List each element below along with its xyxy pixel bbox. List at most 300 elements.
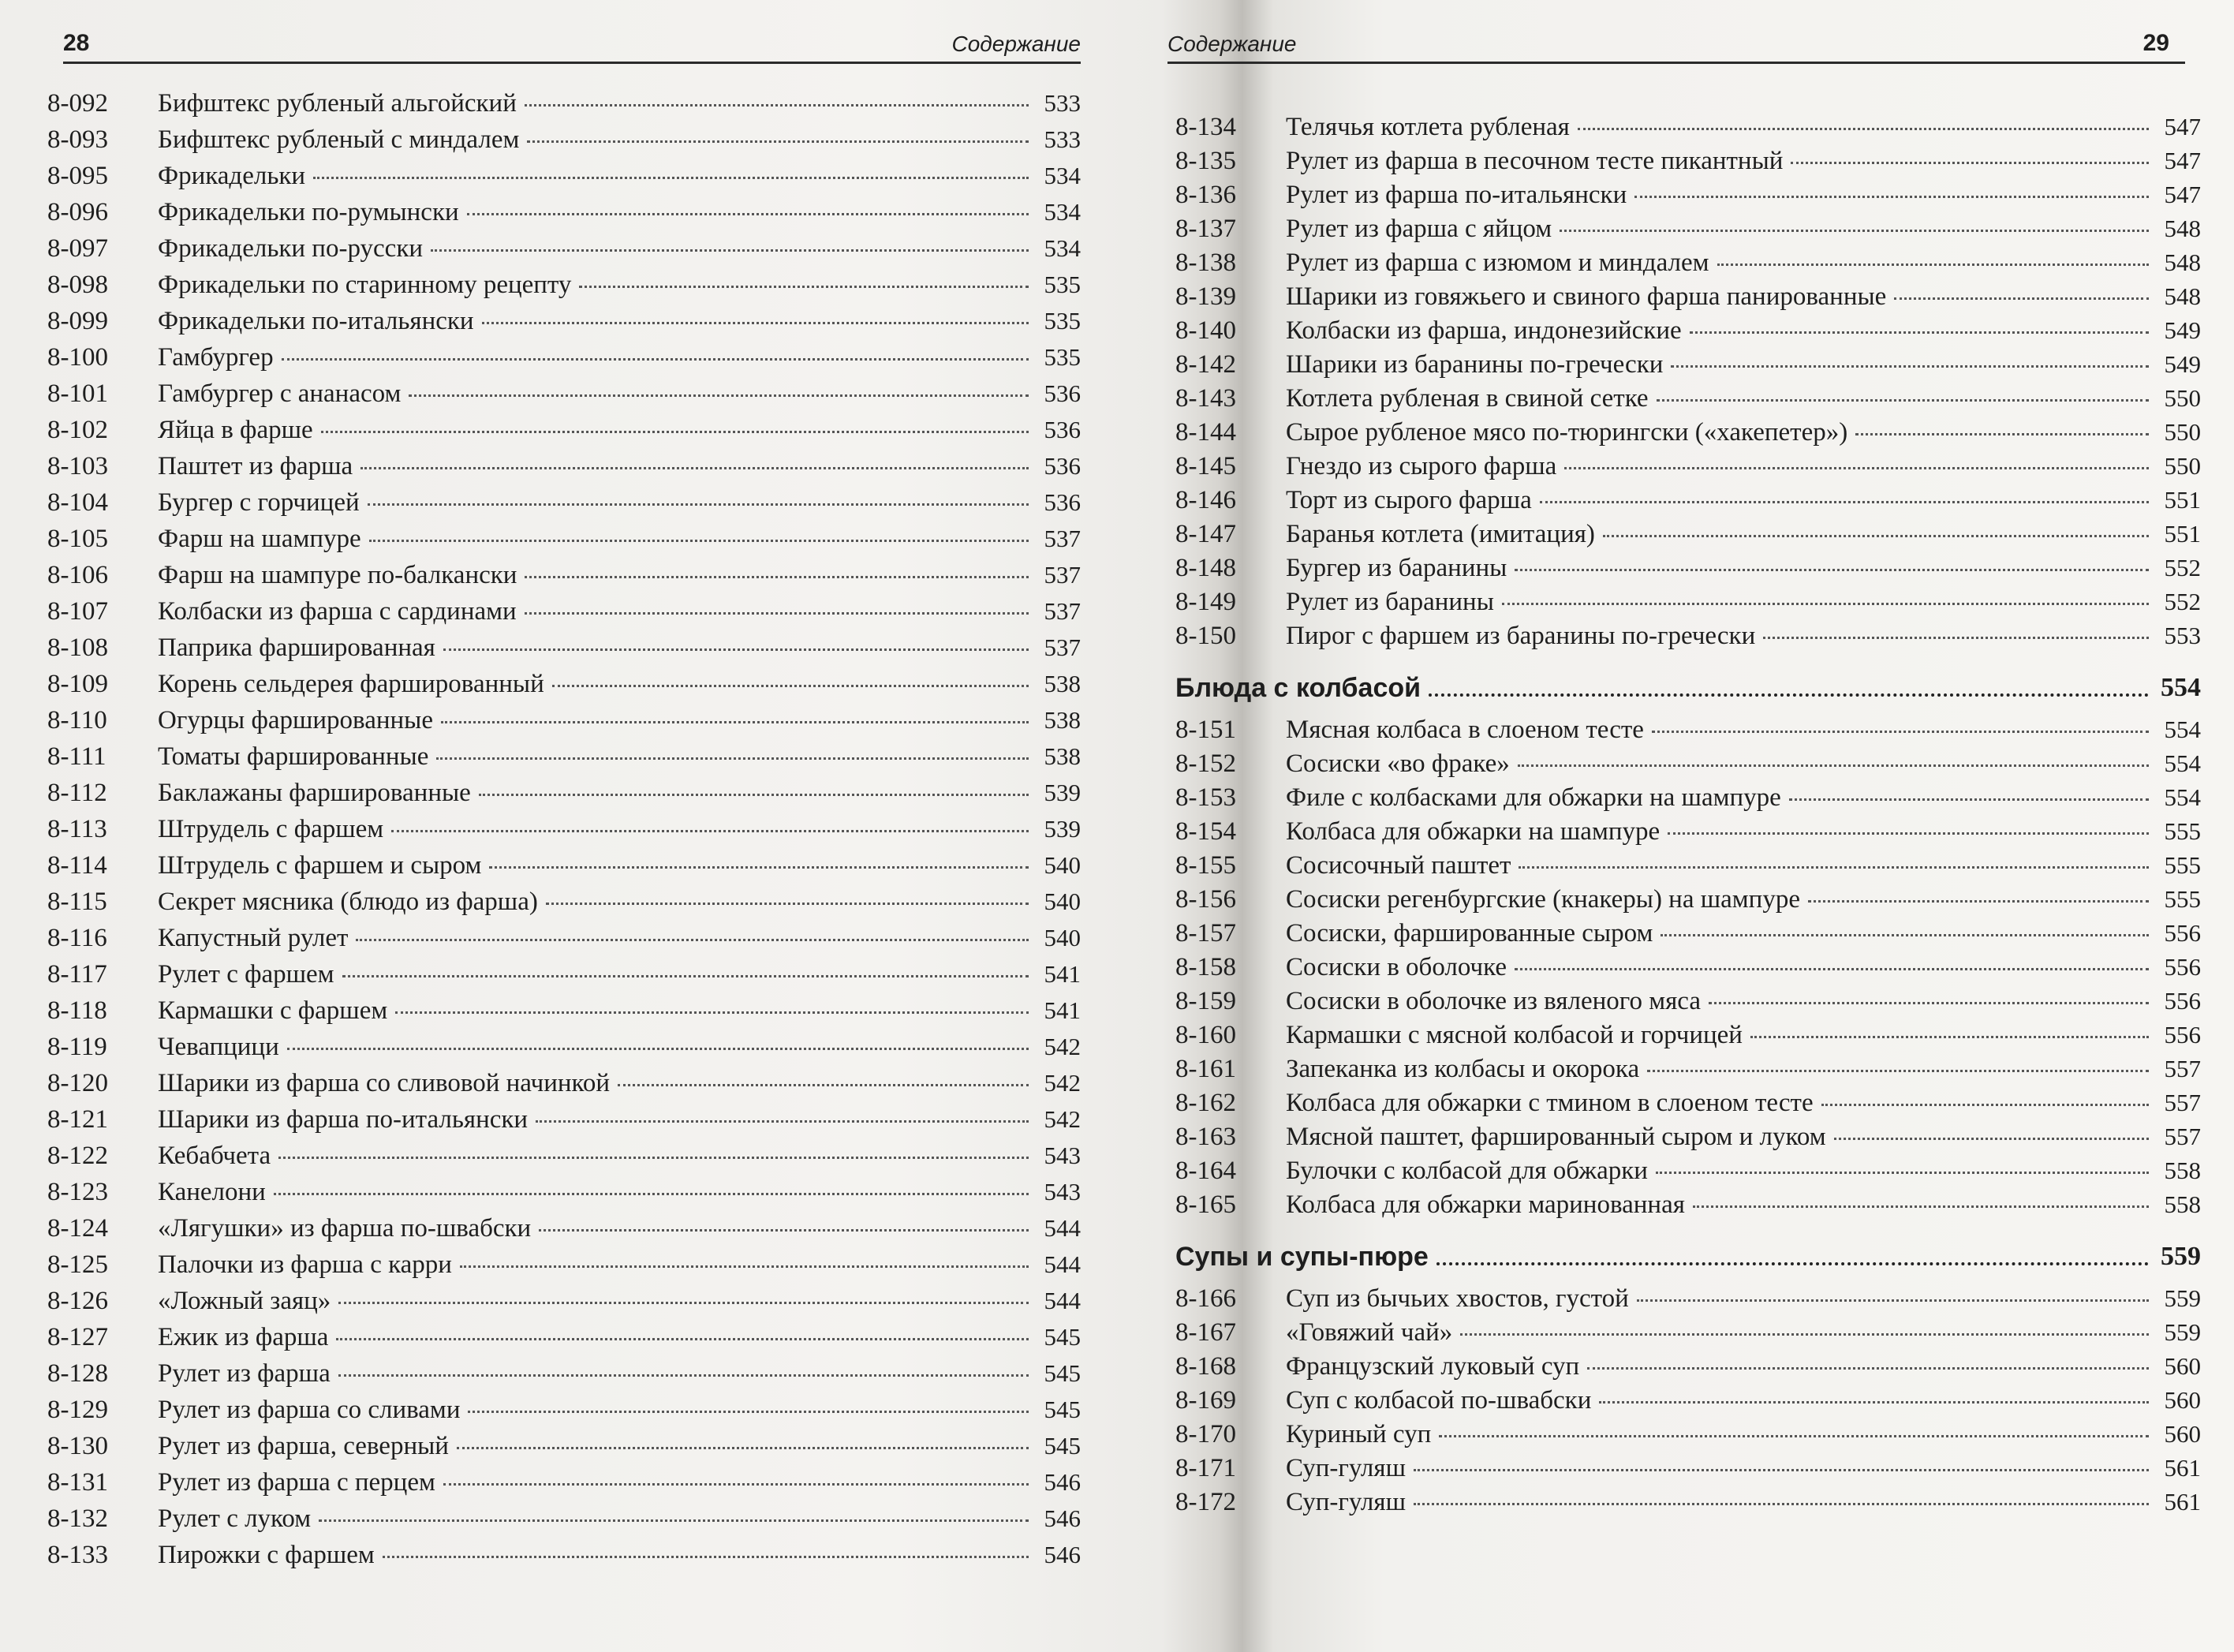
recipe-title: Котлета рубленая в свиной сетке: [1286, 384, 1649, 413]
page-ref: 535: [1044, 343, 1081, 371]
recipe-code: 8-132: [47, 1504, 108, 1533]
recipe-code: 8-156: [1175, 885, 1236, 914]
recipe-title: Бургер с горчицей: [158, 488, 360, 517]
recipe-title: Бифштекс рубленый альгойский: [158, 89, 517, 118]
recipe-code: 8-164: [1175, 1157, 1236, 1185]
recipe-code: 8-104: [47, 488, 108, 517]
toc-entry: [1175, 885, 2201, 919]
page-ref: 536: [1044, 452, 1081, 480]
page-ref: 541: [1044, 996, 1081, 1024]
recipe-title: Рулет из баранины: [1286, 588, 1494, 616]
dot-leader: [1587, 1366, 2149, 1370]
recipe-code: 8-155: [1175, 851, 1236, 880]
page-ref: 548: [2164, 215, 2201, 242]
recipe-title: Штрудель с фаршем: [158, 815, 384, 843]
recipe-title: Капустный рулет: [158, 924, 349, 952]
recipe-code: 8-147: [1175, 520, 1236, 548]
toc-entry: [47, 1504, 1081, 1541]
toc-entry: [1175, 783, 2201, 817]
page-ref: 544: [1044, 1287, 1081, 1314]
page-ref: 545: [1044, 1359, 1081, 1387]
toc-entry: [1175, 749, 2201, 783]
dot-leader: [436, 757, 1029, 760]
recipe-code: 8-108: [47, 634, 108, 662]
page-ref: 547: [2164, 113, 2201, 140]
page-ref: 550: [2164, 418, 2201, 446]
recipe-code: 8-149: [1175, 588, 1236, 616]
recipe-code: 8-125: [47, 1250, 108, 1279]
recipe-code: 8-119: [47, 1033, 107, 1061]
recipe-title: Корень сельдерея фаршированный: [158, 670, 544, 698]
dot-leader: [482, 321, 1029, 324]
toc-entry: [1175, 181, 2201, 215]
dot-leader: [579, 285, 1029, 288]
recipe-code: 8-092: [47, 89, 108, 118]
recipe-code: 8-169: [1175, 1386, 1236, 1415]
recipe-title: Фрикадельки по старинному рецепту: [158, 271, 572, 299]
toc-entry: [47, 888, 1081, 924]
recipe-title: Чевапцици: [158, 1033, 279, 1061]
recipe-title: Бургер из баранины: [1286, 554, 1507, 582]
page-ref: 557: [2164, 1123, 2201, 1150]
page-ref: 538: [1044, 742, 1081, 770]
page-ref: 556: [2164, 919, 2201, 947]
recipe-code: 8-107: [47, 597, 108, 626]
recipe-code: 8-148: [1175, 554, 1236, 582]
recipe-code: 8-129: [47, 1396, 108, 1424]
toc-entry: [47, 670, 1081, 706]
page-ref: 552: [2164, 588, 2201, 615]
dot-leader: [338, 1374, 1029, 1377]
page-ref: 542: [1044, 1069, 1081, 1097]
page-ref: 536: [1044, 379, 1081, 407]
recipe-code: 8-151: [1175, 716, 1236, 744]
recipe-title: Куриный суп: [1286, 1420, 1432, 1448]
toc-entry: [1175, 418, 2201, 452]
dot-leader: [1564, 466, 2149, 469]
recipe-title: Рулет из фарша: [158, 1359, 331, 1388]
recipe-title: Филе с колбасками для обжарки на шампуре: [1286, 783, 1781, 812]
page-ref: 542: [1044, 1033, 1081, 1060]
recipe-title: Сосиски в оболочке: [1286, 953, 1507, 981]
toc-entry: [1175, 1454, 2201, 1488]
page-ref: 547: [2164, 181, 2201, 208]
dot-leader: [383, 1555, 1029, 1558]
dot-leader: [1414, 1502, 2149, 1505]
recipe-code: 8-152: [1175, 749, 1236, 778]
dot-leader: [1634, 195, 2149, 198]
dot-leader: [1603, 534, 2149, 537]
recipe-title: Мясная колбаса в слоеном тесте: [1286, 716, 1644, 744]
dot-leader: [1894, 297, 2149, 300]
recipe-title: Суп-гуляш: [1286, 1454, 1406, 1482]
dot-leader: [1460, 1332, 2149, 1336]
dot-leader: [356, 938, 1029, 941]
dot-leader: [1789, 798, 2149, 801]
page-ref: 546: [1044, 1468, 1081, 1496]
toc-entry: [47, 779, 1081, 815]
page-number-left: 28: [63, 30, 90, 56]
recipe-title: Фарш на шампуре: [158, 525, 361, 553]
section-title: Супы и супы-пюре: [1175, 1241, 1429, 1272]
recipe-title: Сосисочный паштет: [1286, 851, 1511, 880]
dot-leader: [361, 466, 1029, 469]
dot-leader: [1519, 865, 2149, 869]
toc-entry: [1175, 486, 2201, 520]
dot-leader: [1414, 1468, 2149, 1471]
toc-entry: [1175, 1318, 2201, 1352]
recipe-code: 8-172: [1175, 1488, 1236, 1516]
dot-leader: [1656, 1171, 2149, 1174]
dot-leader: [546, 902, 1029, 905]
recipe-code: 8-100: [47, 343, 108, 372]
recipe-code: 8-163: [1175, 1123, 1236, 1151]
recipe-code: 8-124: [47, 1214, 108, 1243]
dot-leader: [1671, 364, 2149, 368]
recipe-title: Огурцы фаршированные: [158, 706, 433, 734]
recipe-title: Колбаски из фарша, индонезийские: [1286, 316, 1682, 345]
toc-entry: [47, 1432, 1081, 1468]
page-ref: 548: [2164, 282, 2201, 310]
dot-leader: [1717, 263, 2149, 266]
dot-leader: [525, 611, 1029, 615]
toc-group-soups: [1175, 1284, 2201, 1522]
page-ref: 545: [1044, 1396, 1081, 1423]
page-ref: 554: [2164, 783, 2201, 811]
dot-leader: [460, 1265, 1029, 1268]
page-ref: 544: [1044, 1250, 1081, 1278]
recipe-title: Сосиски регенбургские (кнакеры) на шампуре: [1286, 885, 1800, 914]
dot-leader: [313, 176, 1029, 179]
recipe-title: Суп с колбасой по-швабски: [1286, 1386, 1592, 1415]
page-ref: 538: [1044, 670, 1081, 697]
toc-entry: [1175, 1157, 2201, 1190]
recipe-title: Рулет с луком: [158, 1504, 312, 1533]
recipe-code: 8-098: [47, 271, 108, 299]
recipe-title: Сосиски в оболочке из вяленого мяса: [1286, 987, 1702, 1015]
page-ref: 559: [2164, 1284, 2201, 1312]
recipe-code: 8-113: [47, 815, 107, 843]
recipe-code: 8-133: [47, 1541, 108, 1569]
recipe-code: 8-170: [1175, 1420, 1236, 1448]
page-ref: 534: [1044, 162, 1081, 189]
toc-entry: [1175, 953, 2201, 987]
recipe-title: Баранья котлета (имитация): [1286, 520, 1595, 548]
page-ref: 541: [1044, 960, 1081, 988]
recipe-title: Булочки с колбасой для обжарки: [1286, 1157, 1648, 1185]
recipe-code: 8-106: [47, 561, 108, 589]
toc-entry: [47, 416, 1081, 452]
page-ref: 536: [1044, 488, 1081, 516]
toc-entry: [47, 634, 1081, 670]
recipe-code: 8-168: [1175, 1352, 1236, 1381]
toc-entry: [47, 452, 1081, 488]
recipe-code: 8-128: [47, 1359, 108, 1388]
page-ref: 554: [2164, 749, 2201, 777]
toc-group-sausage: [1175, 716, 2201, 1224]
recipe-code: 8-101: [47, 379, 108, 408]
page-ref: 539: [1044, 815, 1081, 843]
toc-entry: [47, 1069, 1081, 1105]
recipe-title: Гнездо из сырого фарша: [1286, 452, 1557, 480]
recipe-code: 8-139: [1175, 282, 1236, 311]
dot-leader: [1855, 432, 2149, 435]
page-ref: 535: [1044, 307, 1081, 335]
recipe-code: 8-144: [1175, 418, 1236, 447]
recipe-code: 8-157: [1175, 919, 1236, 947]
toc-entry: [47, 1359, 1081, 1396]
recipe-code: 8-093: [47, 125, 108, 154]
toc-entry: [1175, 716, 2201, 749]
recipe-code: 8-138: [1175, 249, 1236, 277]
page-ref: 535: [1044, 271, 1081, 298]
dot-leader: [274, 1192, 1029, 1195]
recipe-title: Баклажаны фаршированные: [158, 779, 471, 807]
page-ref: 546: [1044, 1504, 1081, 1532]
toc-entry: [47, 960, 1081, 996]
page-ref: 543: [1044, 1178, 1081, 1205]
toc-entry: [47, 1396, 1081, 1432]
recipe-code: 8-154: [1175, 817, 1236, 846]
recipe-title: Суп-гуляш: [1286, 1488, 1406, 1516]
recipe-code: 8-099: [47, 307, 108, 335]
page-ref: 561: [2164, 1454, 2201, 1482]
recipe-code: 8-145: [1175, 452, 1236, 480]
dot-leader: [467, 212, 1029, 215]
toc-entry: [47, 1323, 1081, 1359]
recipe-code: 8-095: [47, 162, 108, 190]
recipe-code: 8-136: [1175, 181, 1236, 209]
recipe-code: 8-142: [1175, 350, 1236, 379]
recipe-code: 8-118: [47, 996, 107, 1025]
dot-leader: [1515, 568, 2149, 571]
page-ref: 557: [2164, 1055, 2201, 1082]
page-ref: 539: [1044, 779, 1081, 806]
recipe-title: «Лягушки» из фарша по-швабски: [158, 1214, 532, 1243]
recipe-code: 8-110: [47, 706, 107, 734]
recipe-title: Бифштекс рубленый с миндалем: [158, 125, 520, 154]
page-number-right: 29: [2142, 30, 2169, 56]
recipe-code: 8-120: [47, 1069, 108, 1097]
toc-entry: [47, 1142, 1081, 1178]
dot-leader: [618, 1083, 1029, 1086]
page-ref: 558: [2164, 1157, 2201, 1184]
recipe-title: Гамбургер с ананасом: [158, 379, 402, 408]
page-ref: 537: [1044, 525, 1081, 552]
page-ref: 556: [2164, 953, 2201, 981]
recipe-title: Колбаски из фарша с сардинами: [158, 597, 517, 626]
recipe-code: 8-161: [1175, 1055, 1236, 1083]
dot-leader: [536, 1119, 1029, 1123]
recipe-code: 8-096: [47, 198, 108, 226]
toc-entry: [47, 198, 1081, 234]
page-ref: 551: [2164, 520, 2201, 548]
toc-entry: [1175, 452, 2201, 486]
dot-leader: [1763, 636, 2149, 639]
dot-leader: [1515, 967, 2149, 970]
dot-leader: [468, 1410, 1029, 1413]
toc-entry: [1175, 588, 2201, 622]
dot-leader: [1540, 500, 2149, 503]
toc-entry: [1175, 622, 2201, 656]
dot-leader: [1808, 899, 2149, 903]
page-ref: 545: [1044, 1432, 1081, 1460]
toc-entry: [47, 379, 1081, 416]
toc-entry: [1175, 1284, 2201, 1318]
page-ref: 540: [1044, 924, 1081, 951]
running-head-right: [1167, 14, 2185, 64]
dot-leader: [338, 1301, 1029, 1304]
recipe-title: Колбаса для обжарки на шампуре: [1286, 817, 1661, 846]
recipe-title: Пирог с фаршем из баранины по-гречески: [1286, 622, 1756, 650]
page-ref: 550: [2164, 452, 2201, 480]
recipe-title: Сырое рубленое мясо по-тюрингски («хакепетер»): [1286, 418, 1848, 447]
page-ref: 546: [1044, 1541, 1081, 1568]
page-ref: 537: [1044, 561, 1081, 589]
dot-leader: [431, 249, 1029, 252]
page-ref: 553: [2164, 622, 2201, 649]
toc-entry: [1175, 1386, 2201, 1420]
page-ref: 543: [1044, 1142, 1081, 1169]
recipe-title: Палочки из фарша с карри: [158, 1250, 452, 1279]
recipe-title: Фрикадельки по-русски: [158, 234, 424, 263]
toc-entry: [47, 89, 1081, 125]
dot-leader: [1834, 1137, 2149, 1140]
page-ref: 556: [2164, 987, 2201, 1015]
dot-leader: [1429, 693, 2149, 697]
toc-entry: [1175, 817, 2201, 851]
recipe-code: 8-102: [47, 416, 108, 444]
recipe-title: Гамбургер: [158, 343, 274, 372]
toc-entry: [47, 1250, 1081, 1287]
dot-leader: [342, 974, 1029, 977]
toc-list-right: [1175, 113, 2201, 1522]
toc-group-minced: [1175, 113, 2201, 656]
recipe-title: «Ложный заяц»: [158, 1287, 331, 1315]
dot-leader: [441, 720, 1029, 723]
page-ref: 536: [1044, 416, 1081, 443]
recipe-title: Фрикадельки по-румынски: [158, 198, 459, 226]
recipe-title: Кармашки с мясной колбасой и горчицей: [1286, 1021, 1743, 1049]
dot-leader: [278, 1156, 1029, 1159]
recipe-code: 8-166: [1175, 1284, 1236, 1313]
page-ref: 559: [2164, 1318, 2201, 1346]
toc-entry: [47, 271, 1081, 307]
dot-leader: [1578, 127, 2149, 130]
dot-leader: [1690, 331, 2149, 334]
toc-entry: [47, 1287, 1081, 1323]
page-ref: 557: [2164, 1089, 2201, 1116]
page-ref: 554: [2164, 716, 2201, 743]
recipe-title: Паприка фаршированная: [158, 634, 435, 662]
page-ref: 558: [2164, 1190, 2201, 1218]
dot-leader: [1637, 1299, 2149, 1302]
toc-entry: [1175, 1352, 2201, 1386]
page-ref: 540: [1044, 851, 1081, 879]
header-title-right: Содержание: [1167, 32, 1297, 56]
dot-leader: [443, 648, 1029, 651]
dot-leader: [1657, 398, 2149, 402]
dot-leader: [489, 865, 1029, 869]
recipe-title: Рулет с фаршем: [158, 960, 334, 989]
recipe-code: 8-140: [1175, 316, 1236, 345]
recipe-code: 8-158: [1175, 953, 1236, 981]
recipe-code: 8-127: [47, 1323, 108, 1351]
dot-leader: [1750, 1035, 2149, 1038]
recipe-code: 8-135: [1175, 147, 1236, 175]
dot-leader: [336, 1337, 1029, 1340]
recipe-title: Шарики из баранины по-гречески: [1286, 350, 1664, 379]
recipe-title: Мясной паштет, фаршированный сыром и луком: [1286, 1123, 1826, 1151]
recipe-title: Шарики из фарша по-итальянски: [158, 1105, 529, 1134]
toc-entry: [1175, 316, 2201, 350]
page-ref: 538: [1044, 706, 1081, 734]
page-ref: 550: [2164, 384, 2201, 412]
recipe-title: Рулет из фарша со сливами: [158, 1396, 461, 1424]
dot-leader: [1652, 730, 2149, 733]
recipe-title: Рулет из фарша, северный: [158, 1432, 449, 1460]
recipe-title: Рулет из фарша в песочном тесте пикантный: [1286, 147, 1784, 175]
dot-leader: [443, 1482, 1029, 1486]
recipe-title: Рулет из фарша по-итальянски: [1286, 181, 1627, 209]
recipe-title: Фрикадельки по-итальянски: [158, 307, 474, 335]
section-page: 559: [2161, 1242, 2201, 1271]
toc-entry: [47, 343, 1081, 379]
recipe-code: 8-171: [1175, 1454, 1236, 1482]
recipe-title: Колбаса для обжарки с тмином в слоеном тесте: [1286, 1089, 1814, 1117]
toc-entry: [47, 525, 1081, 561]
page-ref: 534: [1044, 198, 1081, 226]
recipe-title: Шарики из говяжьего и свиного фарша панированные: [1286, 282, 1887, 311]
recipe-title: Шарики из фарша со сливовой начинкой: [158, 1069, 611, 1097]
page-ref: 540: [1044, 888, 1081, 915]
dot-leader: [1560, 229, 2149, 232]
dot-leader: [368, 503, 1029, 506]
toc-entry: [1175, 113, 2201, 147]
toc-entry: [47, 597, 1081, 634]
dot-leader: [1502, 602, 2149, 605]
toc-entry: [47, 815, 1081, 851]
toc-entry: [1175, 520, 2201, 554]
dot-leader: [1599, 1400, 2149, 1403]
toc-entry: [1175, 987, 2201, 1021]
toc-entry: [47, 1214, 1081, 1250]
dot-leader: [479, 793, 1029, 796]
page-ref: 537: [1044, 634, 1081, 661]
page-ref: 542: [1044, 1105, 1081, 1133]
toc-entry: [47, 742, 1081, 779]
page-ref: 555: [2164, 851, 2201, 879]
toc-entry: [1175, 1021, 2201, 1055]
recipe-title: Сосиски, фаршированные сыром: [1286, 919, 1653, 947]
page-ref: 548: [2164, 249, 2201, 276]
dot-leader: [525, 575, 1029, 578]
recipe-title: Рулет из фарша с изюмом и миндалем: [1286, 249, 1709, 277]
toc-entry: [1175, 1089, 2201, 1123]
recipe-title: Французский луковый суп: [1286, 1352, 1580, 1381]
page-ref: 555: [2164, 885, 2201, 913]
recipe-code: 8-159: [1175, 987, 1236, 1015]
toc-entry: [47, 307, 1081, 343]
recipe-code: 8-130: [47, 1432, 108, 1460]
recipe-title: Рулет из фарша с яйцом: [1286, 215, 1552, 243]
recipe-code: 8-150: [1175, 622, 1236, 650]
dot-leader: [391, 829, 1029, 832]
recipe-code: 8-146: [1175, 486, 1236, 514]
recipe-title: Паштет из фарша: [158, 452, 353, 480]
dot-leader: [525, 103, 1029, 107]
recipe-code: 8-153: [1175, 783, 1236, 812]
